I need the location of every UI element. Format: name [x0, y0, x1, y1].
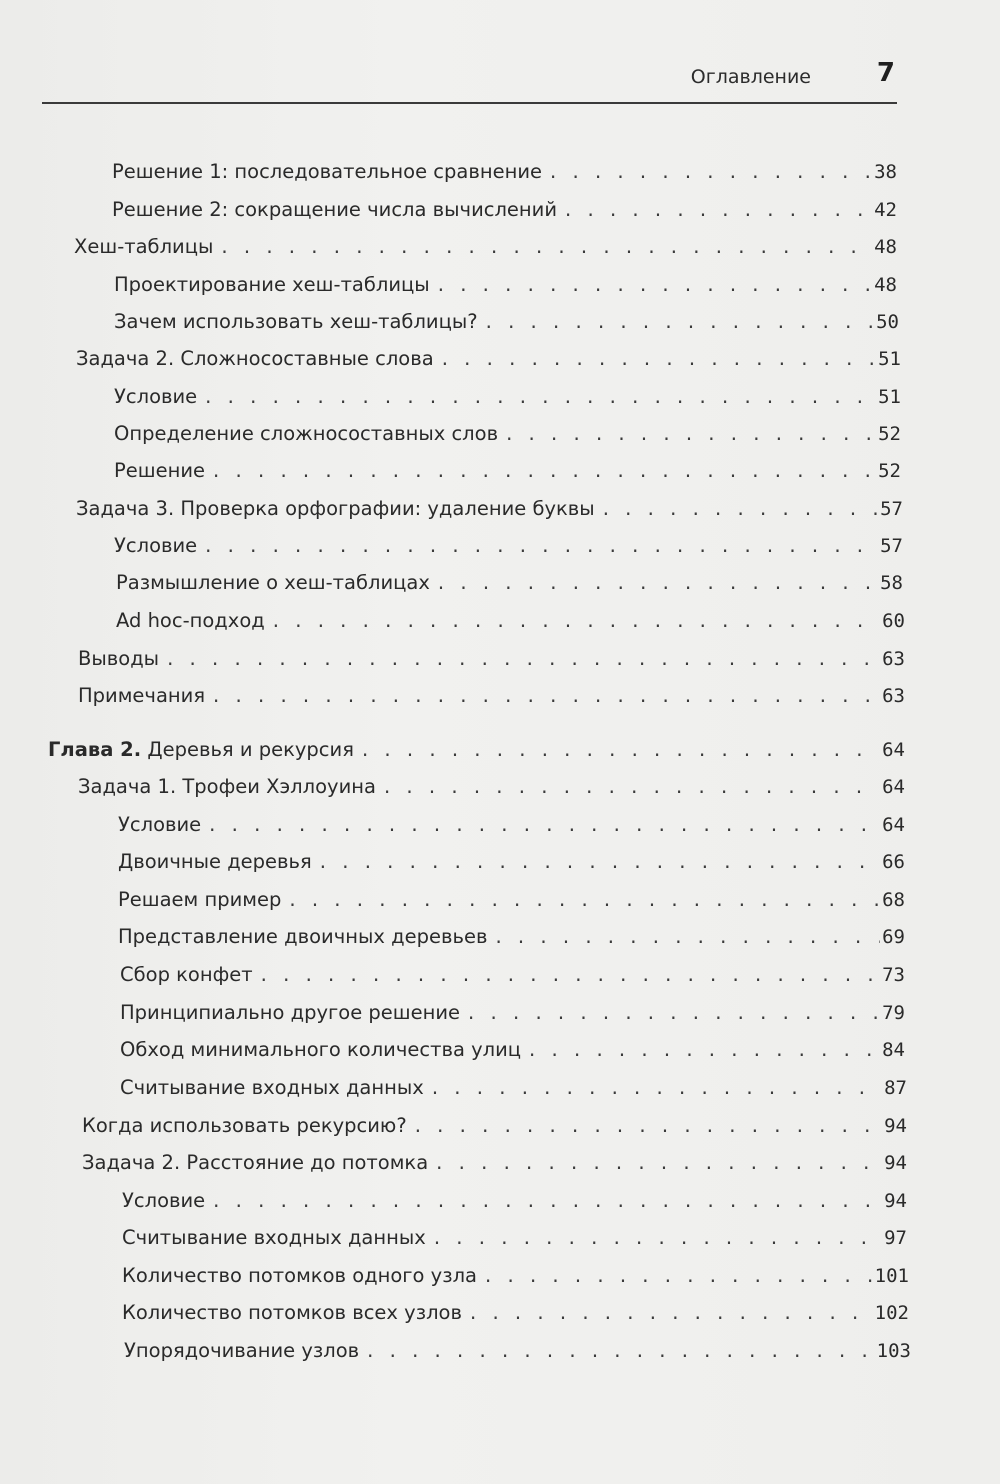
- toc-entry[interactable]: [122, 1187, 907, 1215]
- toc-entry-page: 38: [874, 161, 897, 183]
- toc-entry[interactable]: [114, 420, 901, 448]
- toc-leader-dots: [436, 272, 872, 300]
- toc-leader-dots: [493, 924, 880, 952]
- toc-leader-dots: [211, 458, 876, 486]
- toc-entry[interactable]: [118, 811, 905, 839]
- toc-entry[interactable]: [112, 196, 897, 224]
- toc-entry[interactable]: [120, 1036, 905, 1064]
- toc-entry[interactable]: [116, 569, 903, 597]
- toc-entry-page: 94: [884, 1115, 907, 1137]
- toc-entry-page: 51: [878, 386, 901, 408]
- toc-entry-label: Решение: [114, 459, 206, 482]
- toc-entry-page: 69: [882, 926, 905, 948]
- toc-entry-page: 63: [882, 648, 905, 670]
- toc-leader-dots: [483, 1263, 873, 1291]
- toc-entry[interactable]: [120, 961, 905, 989]
- toc-entry-label: Решаем пример: [118, 888, 282, 911]
- toc-entry-page: 101: [874, 1265, 909, 1287]
- toc-chapter-prefix: Глава 2.: [48, 738, 142, 761]
- toc-leader-dots: [287, 887, 880, 915]
- toc-entry[interactable]: [120, 1074, 907, 1102]
- toc-entry[interactable]: [118, 886, 905, 914]
- toc-entry-label: Зачем использовать хеш-таблицы?: [114, 310, 478, 333]
- toc-entry[interactable]: [74, 233, 897, 261]
- toc-entry-label: Задача 3. Проверка орфографии: удаление буквы: [76, 497, 595, 520]
- toc-entry[interactable]: [114, 532, 903, 560]
- toc-entry-label: Обход минимального количества улиц: [120, 1038, 522, 1061]
- toc-leader-dots: [318, 849, 880, 877]
- toc-entry[interactable]: [112, 158, 897, 186]
- toc-entry-page: 103: [876, 1340, 911, 1362]
- toc-entry-page: 66: [882, 851, 905, 873]
- toc-entry-page: 48: [874, 236, 897, 258]
- toc-leader-dots: [432, 1225, 882, 1253]
- toc-leader-dots: [527, 1037, 880, 1065]
- toc-entry-page: 94: [884, 1152, 907, 1174]
- toc-entry[interactable]: [114, 457, 901, 485]
- toc-leader-dots: [468, 1300, 873, 1328]
- toc-leader-dots: [365, 1338, 875, 1366]
- toc-entry[interactable]: [122, 1224, 907, 1252]
- toc-leader-dots: [413, 1113, 882, 1141]
- toc-entry-label: Количество потомков всех узлов: [122, 1301, 462, 1324]
- toc-entry-page: 58: [880, 572, 903, 594]
- toc-entry-label: Размышление о хеш-таблицах: [116, 571, 430, 594]
- toc-entry[interactable]: [116, 607, 905, 635]
- toc-entry-page: 73: [882, 964, 905, 986]
- toc-leader-dots: [382, 774, 880, 802]
- toc-entry[interactable]: [78, 682, 905, 710]
- toc-entry-page: 42: [874, 199, 897, 221]
- toc-entry-label: Условие: [122, 1189, 206, 1212]
- toc-entry-page: 48: [874, 274, 897, 296]
- toc-entry-page: 84: [882, 1039, 905, 1061]
- toc-entry-page: 64: [882, 776, 905, 798]
- toc-entry-label: Считывание входных данных: [122, 1226, 426, 1249]
- toc-entry-label: Принципиально другое решение: [120, 1001, 461, 1024]
- toc-leader-dots: [484, 309, 875, 337]
- toc-entry-label: Условие: [114, 385, 198, 408]
- header-page-number: 7: [876, 58, 895, 88]
- toc-entry-label: Примечания: [78, 684, 206, 707]
- toc-chapter-title: Деревья и рекурсия: [141, 738, 354, 761]
- toc-entry-label: Решение 2: сокращение числа вычислений: [112, 198, 558, 221]
- toc-leader-dots: [601, 496, 878, 524]
- toc-leader-dots: [259, 962, 880, 990]
- toc-leader-dots: [436, 570, 878, 598]
- toc-leader-dots: [430, 1075, 882, 1103]
- toc-entry-page: 51: [878, 348, 901, 370]
- toc-entry[interactable]: [82, 1112, 907, 1140]
- toc-leader-dots: [165, 646, 880, 674]
- toc-entry-label: Условие: [114, 534, 198, 557]
- toc-entry-label: Двоичные деревья: [118, 850, 312, 873]
- toc-chapter-entry[interactable]: [48, 736, 905, 764]
- toc-entry-label: Упорядочивание узлов: [124, 1339, 360, 1362]
- toc-entry-page: 60: [882, 610, 905, 632]
- toc-leader-dots: [211, 1188, 882, 1216]
- toc-entry-label: Сбор конфет: [120, 963, 253, 986]
- toc-entry[interactable]: [122, 1299, 909, 1327]
- toc-leader-dots: [219, 234, 872, 262]
- toc-entry-label: Представление двоичных деревьев: [118, 925, 488, 948]
- toc-entry-label: Хеш-таблицы: [74, 235, 214, 258]
- toc-entry-page: 57: [880, 535, 903, 557]
- toc-entry[interactable]: [78, 645, 905, 673]
- toc-entry[interactable]: [114, 271, 897, 299]
- toc-entry-label: Определение сложносоставных слов: [114, 422, 499, 445]
- toc-entry-page: 63: [882, 685, 905, 707]
- toc-leader-dots: [440, 346, 876, 374]
- toc-leader-dots: [211, 683, 880, 711]
- toc-entry[interactable]: [78, 773, 905, 801]
- toc-entry-page: 52: [878, 460, 901, 482]
- toc-entry-page: 87: [884, 1077, 907, 1099]
- toc-leader-dots: [360, 737, 880, 765]
- toc-entry-label: Считывание входных данных: [120, 1076, 424, 1099]
- toc-leader-dots: [563, 197, 872, 225]
- toc-entry-page: 52: [878, 423, 901, 445]
- toc-entry[interactable]: [114, 308, 899, 336]
- toc-leader-dots: [207, 812, 880, 840]
- toc-leader-dots: [271, 608, 880, 636]
- toc-entry-page: 57: [880, 498, 903, 520]
- toc-leader-dots: [203, 533, 878, 561]
- toc-entry-label: Ad hoc-подход: [116, 609, 265, 632]
- toc-entry[interactable]: [122, 1262, 909, 1290]
- toc-leader-dots: [548, 159, 872, 187]
- toc-entry-label: Задача 2. Сложносоставные слова: [76, 347, 434, 370]
- toc-entry[interactable]: [114, 383, 901, 411]
- toc-entry-page: 79: [882, 1002, 905, 1024]
- toc-entry-page: 64: [882, 814, 905, 836]
- toc-entry-label: Условие: [118, 813, 202, 836]
- toc-entry-label: Проектирование хеш-таблицы: [114, 273, 430, 296]
- toc-entry-page: 68: [882, 889, 905, 911]
- toc-entry-page: 64: [882, 739, 905, 761]
- toc-entry[interactable]: [76, 495, 903, 523]
- toc-entry[interactable]: [118, 923, 905, 951]
- toc-chapter-label: [48, 736, 360, 764]
- toc-leader-dots: [434, 1150, 882, 1178]
- toc-entry-label: Когда использовать рекурсию?: [82, 1114, 407, 1137]
- toc-entry[interactable]: [124, 1337, 911, 1365]
- toc-leader-dots: [203, 384, 876, 412]
- toc-entry-page: 97: [884, 1227, 907, 1249]
- toc-entry-label: Количество потомков одного узла: [122, 1264, 477, 1287]
- toc-entry[interactable]: [120, 999, 905, 1027]
- toc-entry-label: Задача 2. Расстояние до потомка: [82, 1151, 429, 1174]
- toc-entry[interactable]: [76, 345, 901, 373]
- header-title: Оглавление: [690, 66, 811, 88]
- toc-entry-label: Выводы: [78, 647, 160, 670]
- toc-entry-page: 94: [884, 1190, 907, 1212]
- toc-entry-page: 50: [876, 311, 899, 333]
- toc-entry-label: Задача 1. Трофеи Хэллоуина: [78, 775, 376, 798]
- toc-entry-page: 102: [874, 1302, 909, 1324]
- toc-entry[interactable]: [118, 848, 905, 876]
- toc-leader-dots: [466, 1000, 880, 1028]
- toc-entry-label: Решение 1: последовательное сравнение: [112, 160, 542, 183]
- toc-leader-dots: [504, 421, 876, 449]
- toc-entry[interactable]: [82, 1149, 907, 1177]
